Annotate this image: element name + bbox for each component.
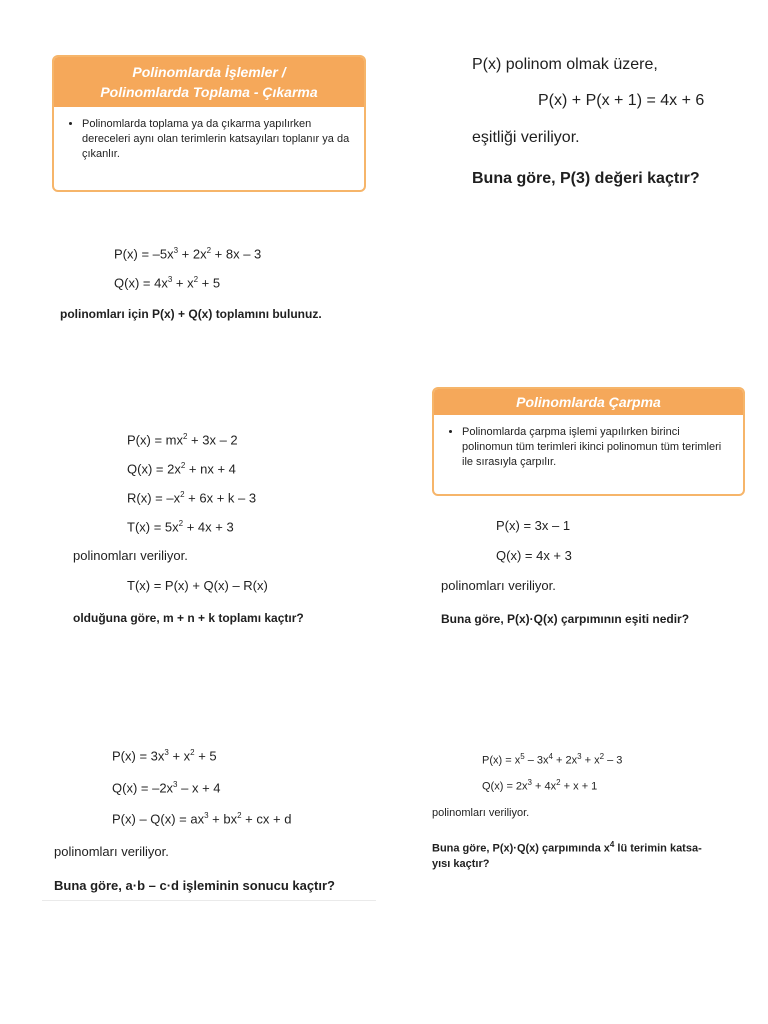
info-box-multiplication	[432, 387, 745, 496]
equation-p: $P(x) = mx^2 + 3x - 2$	[127, 432, 238, 448]
equation-p: $P(x) = 3x^3 + x^2 + 5$	[112, 748, 217, 764]
equation-q: $Q(x) = -2x^3 - x + 4$	[112, 780, 221, 796]
problem-2	[60, 240, 380, 330]
problem-6-given: polinomları veriliyor.	[432, 807, 530, 819]
info-box-bullet: • Polinomlarda çarpma işlemi yapılırken birinci polinomun tüm terimleri ikinci polinomun tüm terimleri ile sırasıyla çarpılır.	[462, 425, 731, 470]
info-box-title-line1: Polinomlarda İşlemler /	[132, 64, 286, 80]
equation-q: $Q(x) = 2x^3 + 4x^2 + x + 1$	[482, 778, 598, 793]
info-box-title: Polinomlarda Çarpma	[434, 389, 743, 415]
equation-p: $P(x) = -5x^3 + 2x^2 + 8x - 3$	[114, 246, 262, 262]
equation-q: Q(x) = 4x + 3	[496, 548, 572, 563]
problem-5	[42, 740, 378, 902]
equation-t: $T(x) = 5x^2 + 4x + 3$	[127, 519, 234, 535]
problem-1-question: Buna göre, P(3) değeri kaçtır?	[472, 170, 700, 187]
problem-6-question: Buna göre, P(x)·Q(x) çarpımında $x^4$ lü terimin katsa- yısı kaçtır?	[432, 840, 702, 870]
problem-1-intro: P(x) polinom olmak üzere,	[472, 56, 658, 73]
equation-difference: $P(x) - Q(x) = ax^3 + bx^2$ + cx + d	[112, 811, 292, 827]
problem-1-equation: P(x) + P(x + 1) = 4x + 6	[538, 92, 705, 109]
problem-3-given: polinomları veriliyor.	[73, 548, 188, 563]
problem-5-question: Buna göre, a·b – c·d işleminin sonucu kaçtır?	[54, 878, 335, 893]
info-box-addition	[52, 55, 366, 192]
equation-p: $P(x) = x^5 - 3x^4 + 2x^3 + x^2 - 3$	[482, 752, 623, 767]
info-box-bullet: • Polinomlarda toplama ya da çıkarma yapılırken dereceleri aynı olan terimlerin katsayıları toplanır ya da çıkanlır.	[82, 117, 352, 162]
problem-2-question: polinomları için P(x) + Q(x) toplamını bulunuz.	[60, 307, 322, 321]
problem-3	[70, 430, 390, 630]
info-box-title-line2: Polinomlarda Toplama - Çıkarma	[100, 84, 318, 100]
equation-q: $Q(x) = 2x^2$ + nx + 4	[127, 461, 236, 477]
problem-1	[470, 56, 760, 196]
equation-q: $Q(x) = 4x^3 + x^2 + 5$	[114, 275, 221, 291]
equation-r: $R(x) = -x^2 + 6x + k - 3$	[127, 490, 257, 506]
info-box-title	[54, 57, 364, 107]
equation-t-relation: T(x) = P(x) + Q(x) – R(x)	[127, 578, 268, 593]
problem-3-question: olduğuna göre, m + n + k toplamı kaçtır?	[73, 611, 304, 625]
problem-4	[438, 516, 758, 636]
problem-4-given: polinomları veriliyor.	[441, 578, 556, 593]
problem-5-given: polinomları veriliyor.	[54, 844, 169, 859]
problem-6	[430, 748, 760, 878]
problem-4-question: Buna göre, P(x)·Q(x) çarpımının eşiti nedir?	[441, 612, 690, 626]
equation-p: P(x) = 3x – 1	[496, 518, 571, 533]
problem-1-given: eşitliği veriliyor.	[472, 129, 580, 146]
divider-line	[42, 900, 376, 901]
